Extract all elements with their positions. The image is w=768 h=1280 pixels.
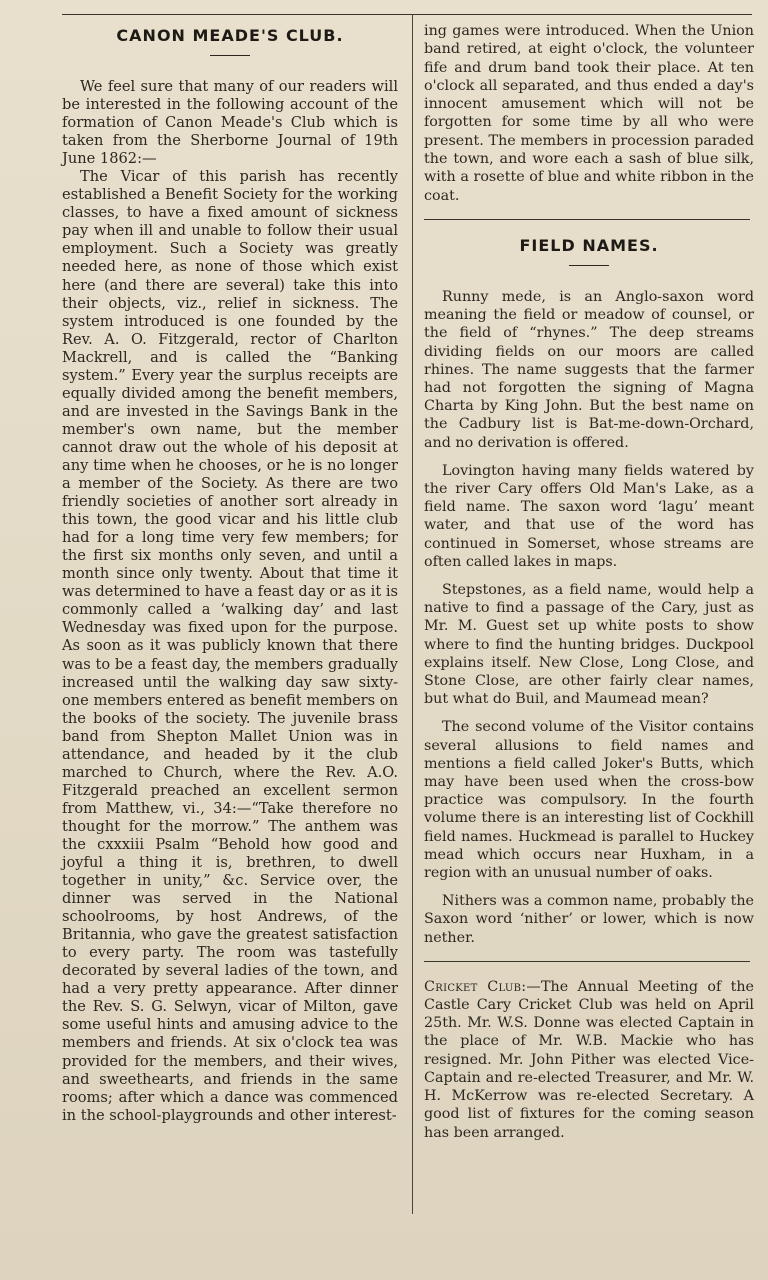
article-heading-field-names: FIELD NAMES. xyxy=(519,235,659,255)
article-paragraph: The second volume of the Visitor contains several allusions to field names and mentions a field called Joker's Butts, which may have been used when the cross-bow practice was compulsory. In the fourth volume there is an interesting list of Cockhill field names. Huckmead is parallel to Huckey mead which occurs near Huxham, in a region with an unusual number of oaks. xyxy=(424,719,754,882)
heading-rule xyxy=(210,55,250,56)
field-names-article xyxy=(424,288,754,947)
heading-rule xyxy=(569,265,609,266)
article-paragraph: Nithers was a common name, probably the Saxon word ‘nither’ or lower, which is now nether. xyxy=(424,893,754,946)
cricket-club-lead: Cricket Club:— xyxy=(424,978,541,995)
column-divider xyxy=(412,14,413,1214)
cricket-club-text: The Annual Meeting of the Castle Cary Cricket Club was held on April 25th. Mr. W.S. Donne was elected Captain in the place of Mr. W.B. Mackie who has resigned. Mr. John Pither was elected Vice-Captain and re-elected Treasurer, and Mr. W. H. McKerrow was re-elected Secretary. A good list of fixtures for the coming season has been arranged. xyxy=(424,978,754,1141)
canon-meade-article xyxy=(62,78,398,1125)
continuation-block xyxy=(424,22,754,205)
article-paragraph: The Vicar of this parish has recently established a Benefit Society for the working classes, to have a fixed amount of sickness pay when ill and unable to follow their usual employment. Such a Society was greatly needed here, as none of those which exist here (and there are several) take this into their objects, viz., relief in sickness. The system introduced is one founded by the Rev. A. O. Fitzgerald, rector of Charlton Mackrell, and is called the “Banking system.” Every year the surplus receipts are equally divided among the benefit members, and are invested in the Savings Bank in the member's own name, but the member cannot draw out the whole of his deposit at any time when he chooses, or he is no longer a member of the Society. As there are two friendly societies of another sort already in this town, the good vicar and his little club had for a long time very few members; for the first six months only seven, and until a month since only twenty. About that time it was determined to have a feast day or as it is commonly called a ‘walking day’ and last Wednesday was fixed upon for the purpose. As soon as it was publicly known that there was to be a feast day, the members gradually increased until the walking day saw sixty-one members entered as benefit members on the books of the society. The juvenile brass band from Shepton Mallet Union was in attendance, and headed by it the club marched to Church, where the Rev. A.O. Fitzgerald preached an excellent sermon from Matthew, vi., 34:—“Take therefore no thought for the morrow.” The anthem was the cxxxiii Psalm “Behold how good and joyful a thing it is, brethren, to dwell together in unity,” &c. Service over, the dinner was served in the National schoolrooms, by host Andrews, of the Britannia, who gave the greatest satisfaction to every party. The room was tastefully decorated by several ladies of the town, and had a very pretty appearance. After dinner the Rev. S. G. Selwyn, vicar of Milton, gave some useful hints and amusing advice to the members and friends. At six o'clock tea was provided for the members, and their wives, and sweethearts, and friends in the same rooms; after which a dance was commenced in the school-playgrounds and other interest- xyxy=(62,168,398,1124)
continued-paragraph: ing games were introduced. When the Union band retired, at eight o'clock, the volunteer fife and drum band took their place. At ten o'clock all separated, and thus ended a day's innocent amusement which will not be forgotten for some time by all who were present. The members in procession paraded the town, and wore each a sash of blue silk, with a rosette of blue and white ribbon in the coat. xyxy=(424,23,754,204)
left-column xyxy=(62,22,398,1125)
article-paragraph: Lovington having many fields watered by the river Cary offers Old Man's Lake, as a field name. The saxon word ‘lagu’ meant water, and that use of the word has continued in Somerset, whose streams are often called lakes in maps. xyxy=(424,462,754,570)
top-rule xyxy=(62,14,752,15)
article-paragraph: We feel sure that many of our readers will be interested in the following account of the formation of Canon Meade's Club which is taken from the Sherborne Journal of 19th June 1862:— xyxy=(62,78,398,168)
cricket-club-notice xyxy=(424,978,754,1142)
article-paragraph: Stepstones, as a field name, would help a native to find a passage of the Cary, just as Mr. M. Guest set up white posts to show where to find the hunting bridges. Duckpool explains itself. New Close, Long Close, and Stone Close, are other fairly clear names, but what do Buil, and Maumead mean? xyxy=(424,582,754,708)
section-rule xyxy=(424,961,750,962)
article-paragraph: Runny mede, is an Anglo-saxon word meaning the field or meadow of counsel, or the field of “rhynes.” The deep streams dividing fields on our moors are called rhines. The name suggests that the farmer had not forgotten the signing of Magna Charta by King John. But the best name on the Cadbury list is Bat-me-down-Orchard, and no derivation is offered. xyxy=(424,288,754,451)
article-heading-canon-meade: CANON MEADE'S CLUB. xyxy=(116,26,344,45)
right-column xyxy=(424,22,754,1152)
section-rule xyxy=(424,219,750,220)
